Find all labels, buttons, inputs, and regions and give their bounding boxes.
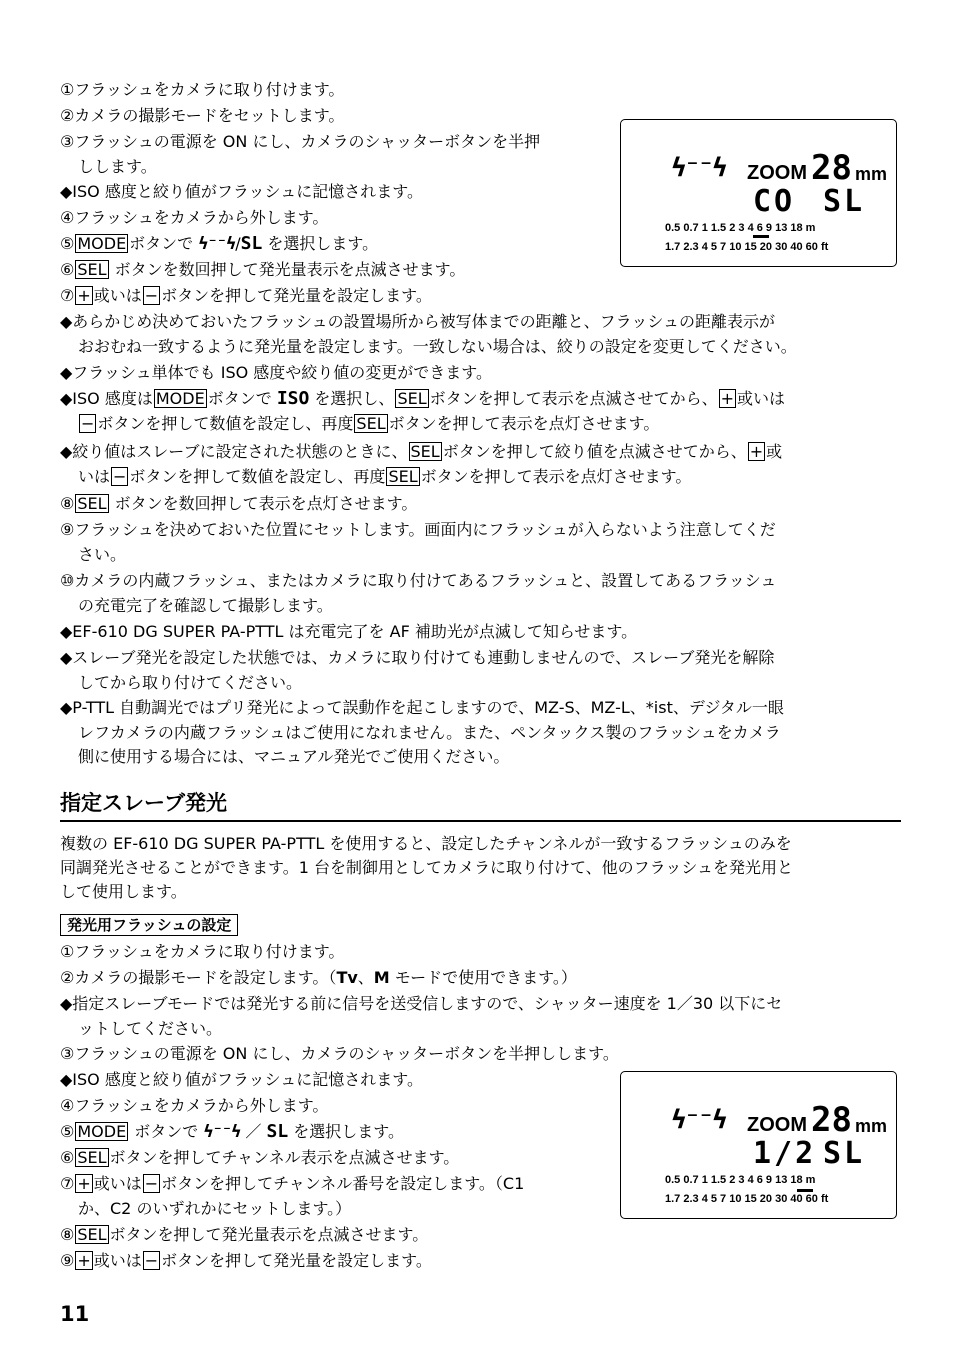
plus-button-label: + [749,442,764,461]
step-6: ⑥ SEL ボタンを数回押して発光量表示を点滅させます。 [60,260,466,279]
distance-indicator [797,1189,813,1192]
iso-icon: ISO [276,388,310,409]
note-pttl-2: レフカメラの内蔵フラッシュはご使用になれません。また、ペンタックス製のフラッシュをカメラ [78,723,781,742]
note-iso: ◆ISO 感度と絞り値がフラッシュに記憶されます。 [60,182,423,201]
channel-display: 1/2 [753,1136,817,1171]
lcd-panel-1 [620,119,897,267]
step-3: ③フラッシュの電源を ON にし、カメラのシャッターボタンを半押 [60,132,541,151]
flash-slave-icon: ϟ⁻⁻ϟ [671,153,726,183]
step-9-cont: さい。 [78,545,127,564]
distance-scale-ft: 1.7 2.3 4 5 7 10 15 20 30 40 60 ft [665,241,829,253]
step-7: ⑦ + 或いは − ボタンを押して発光量を設定します。 [60,286,432,305]
mode-button-label: MODE [77,234,127,253]
note-slave-1: ◆スレーブ発光を設定した状態では、カメラに取り付けても連動しませんので、スレーブ発光を解除 [60,648,775,667]
s-step-7: ⑦ + 或いは − ボタンを押してチャンネル番号を設定します。（C1 [60,1174,525,1193]
section-heading: 指定スレーブ発光 [60,791,227,815]
zoom-label: ZOOM [747,162,807,184]
plus-button-label: + [720,389,735,408]
step-8: ⑧ SEL ボタンを数回押して表示を点灯させます。 [60,494,418,513]
plus-button-label: + [77,1251,91,1270]
intro-3: して使用します。 [60,882,187,901]
zoom-value: 28 [811,1100,852,1140]
s-step-4: ④フラッシュをカメラから外します。 [60,1096,329,1115]
step-10-cont: の充電完了を確認して撮影します。 [78,596,333,615]
s-note-shutter-1: ◆指定スレーブモードでは発光する前に信号を送受信しますので、シャッター速度を 1／30 以下にセ [60,994,783,1013]
zoom-unit: mm [855,164,888,184]
note-iso-change-1: ◆ISO 感度は MODE ボタンで ISO を選択し、 SEL ボタンを押して表示を点滅させてから、 + 或いは [60,388,786,409]
zoom-unit: mm [855,1116,888,1136]
sl-icon: SL [240,233,263,254]
subsection-heading: 発光用フラッシュの設定 [60,914,238,936]
note-slave-2: してから取り付けてください。 [78,673,303,692]
minus-button-label: − [144,1251,159,1270]
lcd-panel-2 [620,1071,897,1219]
note-standalone: ◆フラッシュ単体でも ISO 感度や絞り値の変更ができます。 [60,363,493,382]
sel-button-label: SEL [397,389,427,408]
s-step-7-cont: か、C2 のいずれかにセットします。） [78,1199,352,1218]
slave-display: SL [823,1136,866,1171]
minus-button-label: − [144,1174,159,1193]
s-step-2: ②カメラの撮影モードを設定します。（Tv、M モードで使用できます。） [60,968,577,987]
zoom-label: ZOOM [747,1114,807,1136]
sel-button-label: SEL [410,442,440,461]
step-3-cont: しします。 [78,157,157,176]
sel-button-label: SEL [77,1148,107,1167]
s-note-shutter-2: ットしてください。 [78,1019,223,1038]
intro-1: 複数の EF-610 DG SUPER PA-PTTL を使用すると、設定したチャンネルが一致するフラッシュのみを [60,834,792,853]
note-pttl-3: 側に使用する場合には、マニュアル発光でご使用ください。 [78,747,510,766]
note-distance-1: ◆あらかじめ決めておいたフラッシュの設置場所から被写体までの距離と、フラッシュの距離表示が [60,312,776,331]
sel-button-label: SEL [356,414,386,433]
distance-scale-m: 0.5 0.7 1 1.5 2 3 4 6 9 13 18 m [665,222,816,234]
zoom-value: 28 [811,148,852,188]
sl-icon: SL [266,1121,289,1142]
step-10: ⑩カメラの内蔵フラッシュ、またはカメラに取り付けてあるフラッシュと、設置してあるフラッシュ [60,571,777,590]
mode-button-label: MODE [77,1122,127,1141]
sel-button-label: SEL [77,260,107,279]
plus-button-label: + [77,1174,91,1193]
minus-button-label: − [144,286,159,305]
distance-scale-m: 0.5 0.7 1 1.5 2 3 4 6 9 13 18 m [665,1174,816,1186]
flash-slave-icon: ϟ⁻⁻ϟ [198,234,236,254]
s-step-3: ③フラッシュの電源を ON にし、カメラのシャッターボタンを半押しします。 [60,1044,619,1063]
mode-button-label: MODE [155,389,205,408]
flash-slave-icon: ϟ⁻⁻ϟ [671,1105,726,1135]
step-4: ④フラッシュをカメラから外します。 [60,208,329,227]
note-af: ◆EF-610 DG SUPER PA-PTTL は充電完了を AF 補助光が点滅して知らせます。 [60,622,638,641]
minus-button-label: − [81,414,95,433]
note-pttl-1: ◆P-TTL 自動調光ではプリ発光によって誤動作を起こしますので、MZ-S、MZ-L、*ist、デジタル一眼 [60,698,784,717]
note-distance-2: おおむね一致するように発光量を設定します。一致しない場合は、絞りの設定を変更してください。 [78,337,797,356]
note-aperture-2: いは − ボタンを押して数値を設定し、再度 SEL ボタンを押して表示を点灯させます。 [78,467,692,486]
s-note-iso: ◆ISO 感度と絞り値がフラッシュに記憶されます。 [60,1070,423,1089]
sel-button-label: SEL [77,1225,107,1244]
sel-button-label: SEL [388,467,418,486]
s-step-1: ①フラッシュをカメラに取り付けます。 [60,942,345,961]
s-step-8: ⑧ SEL ボタンを押して発光量表示を点滅させます。 [60,1225,429,1244]
step-5: ⑤ MODE ボタンで ϟ⁻⁻ϟ/SL を選択します。 [60,233,379,254]
note-iso-change-2: − ボタンを押して数値を設定し、再度 SEL ボタンを押して表示を点灯させます。 [81,414,660,433]
channel-display: CO [753,184,796,219]
intro-2: 同調発光させることができます。1 台を制御用としてカメラに取り付けて、他のフラッシュを発光用と [60,858,794,877]
minus-button-label: − [113,467,127,486]
step-1: ①フラッシュをカメラに取り付けます。 [60,80,345,99]
distance-scale-ft: 1.7 2.3 4 5 7 10 15 20 30 40 60 ft [665,1193,829,1205]
section-rule [60,820,901,822]
page-number: 11 [60,1302,90,1326]
step-9: ⑨フラッシュを決めておいた位置にセットします。画面内にフラッシュが入らないよう注意してくだ [60,520,776,539]
s-step-5: ⑤ MODE ボタンで ϟ⁻⁻ϟ ／ SL を選択します。 [60,1121,405,1142]
distance-indicator [753,235,769,238]
sel-button-label: SEL [77,494,107,513]
step-2: ②カメラの撮影モードをセットします。 [60,106,345,125]
slave-display: SL [823,184,866,219]
s-step-6: ⑥ SEL ボタンを押してチャンネル表示を点滅させます。 [60,1148,460,1167]
s-step-9: ⑨ + 或いは − ボタンを押して発光量を設定します。 [60,1251,432,1270]
flash-slave-icon: ϟ⁻⁻ϟ [203,1122,241,1142]
note-aperture-1: ◆絞り値はスレーブに設定された状態のときに、 SEL ボタンを押して絞り値を点滅させてから、 + 或 [60,442,783,461]
plus-button-label: + [77,286,91,305]
